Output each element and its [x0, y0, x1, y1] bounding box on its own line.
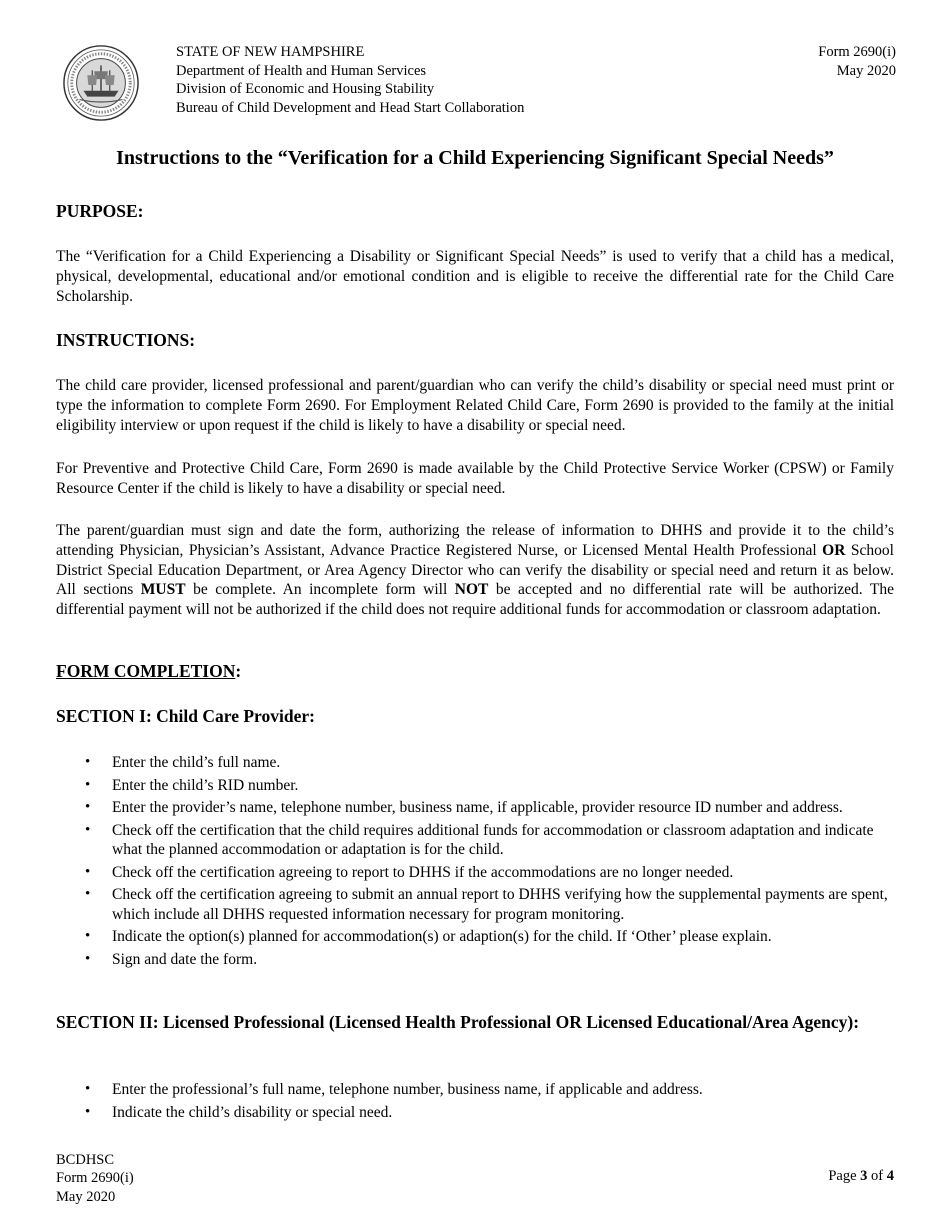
list-item: • Check off the certification that the child requires additional funds for accommodation or classroom adaptation and indicate what the planned accommodation or adaptation is for the child. [56, 821, 896, 860]
section1-heading: SECTION I: Child Care Provider: [56, 706, 315, 726]
p3-text: be accepted and no differential rate will be authorized. The differential payment will not be authorized if the child does not require additional funds for accommodation or classroom adaptation. [56, 581, 894, 619]
form-completion-label: FORM COMPLETION [56, 661, 236, 681]
p3-text: be complete. An incomplete form will [185, 581, 455, 599]
list-item: • Enter the child’s full name. [56, 753, 896, 773]
instructions-heading: INSTRUCTIONS: [56, 330, 196, 350]
p3-bold-not: NOT [454, 581, 489, 599]
form-id-header [818, 43, 896, 80]
page-title: Instructions to the “Verification for a Child Experiencing Significant Special Needs” [116, 147, 834, 169]
p3-text: The parent/guardian must sign and date the form, authorizing the release of information to DHHS and provide it to the child’s attending Physician, Physician’s Assistant, Advance Practice Registered Nurse, or Licensed Mental Health Professional [56, 522, 894, 559]
p3-bold-must: MUST [140, 581, 186, 599]
section2-heading: SECTION II: Licensed Professional (Licensed Health Professional OR Licensed Educational/Area Agency): [56, 1012, 860, 1032]
footer-line: Form 2690(i) [56, 1170, 134, 1187]
form-number: Form 2690(i) [818, 44, 896, 60]
p3-bold-or: OR [822, 541, 846, 559]
instructions-paragraph-3 [56, 521, 894, 620]
agency-line: Division of Economic and Housing Stability [176, 81, 435, 97]
agency-line: Department of Health and Human Services [176, 62, 427, 79]
page-current: 3 [860, 1168, 868, 1184]
form-completion-colon: : [235, 661, 242, 681]
state-seal-logo [62, 44, 140, 122]
page-total: 4 [886, 1168, 894, 1184]
footer-line: BCDHSC [56, 1152, 115, 1168]
p3-text: School District Special Education Department, or Area Agency Director who can verify the disability or special need and return it as below. All sections [56, 541, 894, 599]
form-date: May 2020 [836, 62, 896, 79]
purpose-text: The “Verification for a Child Experiencing a Disability or Significant Special Needs” is used to verify that a child has a medical, physical, developmental, educational and/or emotional condition and is eligible to receive the differential rate for the Child Care Scholarship. [56, 248, 894, 305]
purpose-heading: PURPOSE: [56, 201, 144, 221]
form-completion-heading [56, 661, 241, 682]
agency-header [176, 43, 524, 117]
list-item: • Sign and date the form. [56, 950, 896, 970]
footer-line: May 2020 [56, 1188, 116, 1205]
list-item: • Enter the child’s RID number. [56, 776, 896, 796]
list-item: • Check off the certification agreeing to submit an annual report to DHHS verifying how the supplemental payments are spent, which include all DHHS requested information necessary for program monitoring. [56, 885, 896, 924]
list-item: • Enter the professional’s full name, telephone number, business name, if applicable and address. [56, 1080, 896, 1100]
page-mid: of [867, 1168, 887, 1184]
agency-line: STATE OF NEW HAMPSHIRE [176, 44, 365, 60]
list-item: • Check off the certification agreeing to report to DHHS if the accommodations are no longer needed. [56, 863, 896, 883]
list-item: • Indicate the option(s) planned for accommodation(s) or adaption(s) for the child. If ‘Other’ please explain. [56, 927, 896, 947]
footer-form-info [56, 1151, 134, 1206]
section1-list [56, 753, 896, 972]
list-item: • Indicate the child’s disability or special need. [56, 1103, 896, 1123]
instructions-paragraph-2: For Preventive and Protective Child Care, Form 2690 is made available by the Child Protective Service Worker (CPSW) or Family Resource Center if the child is likely to have a disability or special need. [56, 460, 894, 497]
list-item: • Enter the provider’s name, telephone number, business name, if applicable, provider resource ID number and address. [56, 798, 896, 818]
page-prefix: Page [828, 1168, 861, 1184]
instructions-paragraph-1: The child care provider, licensed professional and parent/guardian who can verify the child’s disability or special need must print or type the information to complete Form 2690. For Employment Related Child Care, Form 2690 is provided to the family at the initial eligibility interview or upon request if the child is likely to have a disability or special need. [56, 377, 894, 434]
section2-list [56, 1080, 896, 1125]
page-number [828, 1168, 894, 1185]
agency-line: Bureau of Child Development and Head Start Collaboration [176, 99, 525, 116]
